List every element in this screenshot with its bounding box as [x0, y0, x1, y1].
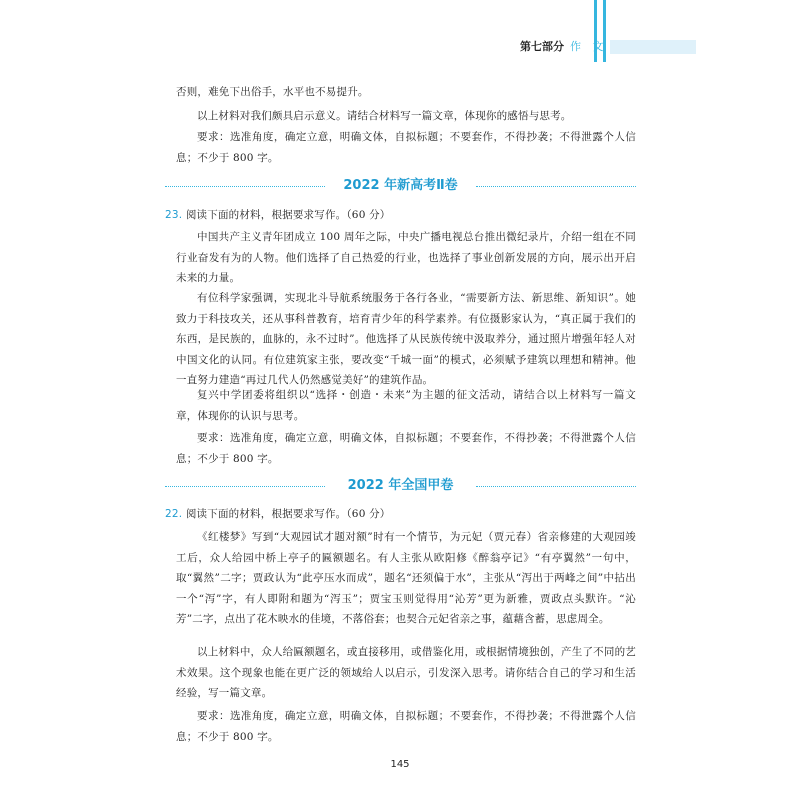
question-text: 阅读下面的材料，根据要求写作。（60 分） [185, 508, 391, 520]
question-number: 23. [165, 209, 183, 221]
section-heading: 2022 年全国甲卷 [347, 478, 454, 493]
header-part: 第七部分 [520, 40, 564, 53]
question-prompt [165, 504, 636, 525]
divider [476, 186, 636, 187]
question-prompt [165, 205, 636, 226]
paragraph: 要求：选准角度，确定立意，明确文体，自拟标题；不要套作，不得抄袭；不得泄露个人信息；不少于 800 字。 [176, 432, 636, 465]
paragraph: 要求：选准角度，确定立意，明确文体，自拟标题；不要套作，不得抄袭；不得泄露个人信息；不少于 800 字。 [176, 710, 636, 743]
question-number: 22. [165, 508, 183, 520]
section-heading: 2022 年新高考Ⅱ卷 [343, 178, 458, 193]
paragraph: 以上材料中，众人给匾额题名，或直接移用，或借鉴化用，或根据情境独创，产生了不同的艺术效果。这个现象也能在更广泛的领域给人以启示，引发深入思考。请你结合自己的学习和生活经验，写一篇文章。 [176, 646, 636, 699]
header-bar [610, 40, 696, 54]
paragraph: 否则，难免下出俗手，水平也不易提升。 [176, 86, 369, 98]
running-header [520, 39, 608, 55]
divider [476, 486, 636, 487]
section-title-2022-ii [165, 176, 636, 196]
paragraph: 有位科学家强调，实现北斗导航系统服务于各行各业，“需要新方法、新思维、新知识”。她致力于科技攻关，还从事科普教育，培育青少年的科学素养。有位摄影家认为，“真正属于我们的东西，是民族的，血脉的，永不过时”。他选择了从民族传统中汲取养分，通过照片增强年轻人对中国文化的认同。有位建筑家主张，要改变“千城一面”的模式，必须赋予建筑以理想和精神。他一直努力建造“再过几代人仍然感觉美好”的建筑作品。 [176, 292, 636, 386]
paragraph: 要求：选准角度，确定立意，明确文体，自拟标题；不要套作，不得抄袭；不得泄露个人信息；不少于 800 字。 [176, 131, 636, 164]
header-subtitle: 作 文 [570, 40, 608, 53]
question-text: 阅读下面的材料，根据要求写作。（60 分） [185, 209, 391, 221]
section-title-2022-jia [165, 476, 636, 496]
paragraph: 《红楼梦》写到“大观园试才题对额”时有一个情节，为元妃（贾元春）省亲修建的大观园竣工后，众人给园中桥上亭子的匾额题名。有人主张从欧阳修《醉翁亭记》“有亭翼然”一句中，取“翼然”二字；贾政认为“此亭压水而成”，题名“还须偏于水”，主张从“泻出于两峰之间”中拈出一个“泻”字，有人即附和题为“泻玉”；贾宝玉则觉得用“沁芳”更为新雅，贾政点头默许。“沁芳”二字，点出了花木映水的佳境，不落俗套；也契合元妃省亲之事，蕴藉含蓄，思虑周全。 [176, 531, 636, 625]
paragraph: 复兴中学团委将组织以“选择・创造・未来”为主题的征文活动，请结合以上材料写一篇文章，体现你的认识与思考。 [176, 389, 636, 422]
paragraph: 中国共产主义青年团成立 100 周年之际，中央广播电视总台推出微纪录片，介绍一组在不同行业奋发有为的人物。他们选择了自己热爱的行业，也选择了事业创新发展的方向，展示出开启未来的力量。 [176, 231, 636, 284]
paragraph: 以上材料对我们颇具启示意义。请结合材料写一篇文章，体现你的感悟与思考。 [197, 110, 572, 122]
page-number: 145 [390, 759, 410, 770]
